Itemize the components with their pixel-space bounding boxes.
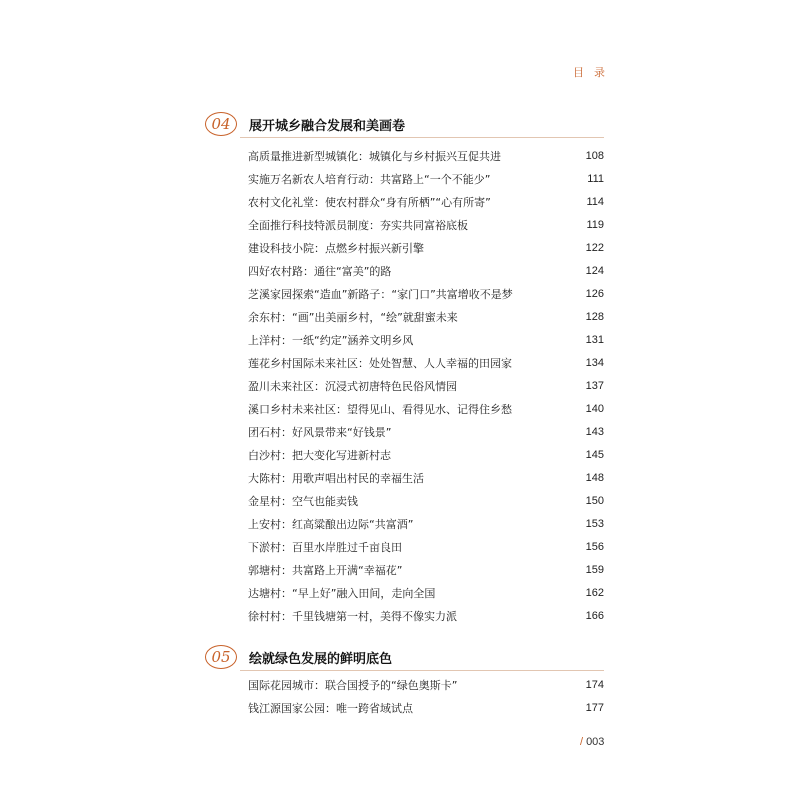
toc-entry[interactable] [248, 699, 604, 717]
toc-entry-page: 114 [586, 196, 604, 208]
footer-slash: / [580, 736, 584, 748]
toc-entry-title: 达塘村：“早上好”融入田间，走向全国 [248, 587, 436, 600]
toc-entry-page: 124 [585, 265, 604, 277]
toc-entry-title: 芝溪家园探索“造血”新路子：“家门口”共富增收不是梦 [248, 288, 513, 301]
toc-entry-page: 108 [585, 150, 604, 162]
toc-entry-title: 实施万名新农人培育行动：共富路上“一个不能少” [248, 173, 491, 186]
toc-entry-page: 111 [587, 173, 604, 185]
section-number-badge: 04 [205, 112, 237, 136]
page-number: 003 [586, 736, 605, 748]
toc-entry-page: 162 [585, 587, 604, 599]
section-04-heading [205, 112, 405, 136]
toc-entry-title: 下淤村：百里水岸胜过千亩良田 [248, 541, 402, 554]
toc-entry-title: 农村文化礼堂：使农村群众“身有所栖”“心有所寄” [248, 196, 491, 209]
toc-entry-title: 徐村村：千里钱塘第一村，美得不像实力派 [248, 610, 457, 623]
section-05-heading [205, 645, 392, 669]
section-divider [240, 670, 604, 671]
section-title: 绘就绿色发展的鲜明底色 [249, 651, 393, 667]
toc-entry-title: 莲花乡村国际未来社区：处处智慧、人人幸福的田园家 [248, 357, 512, 370]
toc-entry[interactable] [248, 584, 604, 602]
toc-entry[interactable] [248, 607, 604, 625]
toc-entry-page: 148 [585, 472, 604, 484]
toc-entry-title: 上安村：红高粱酿出边际“共富酒” [248, 518, 414, 531]
toc-entry[interactable] [248, 446, 604, 464]
toc-entry-page: 119 [586, 219, 604, 231]
section-divider [240, 137, 604, 138]
toc-entry[interactable] [248, 492, 604, 510]
toc-entry-page: 126 [585, 288, 604, 300]
toc-entry-title: 大陈村：用歌声唱出村民的幸福生活 [248, 472, 424, 485]
toc-entry-title: 余东村：“画”出美丽乡村，“绘”就甜蜜未来 [248, 311, 458, 324]
toc-entry[interactable] [248, 538, 604, 556]
toc-entry-page: 156 [585, 541, 604, 553]
toc-entry[interactable] [248, 170, 604, 188]
toc-entry-page: 177 [585, 702, 604, 714]
toc-entry-title: 上洋村：一纸“约定”涵养文明乡风 [248, 334, 414, 347]
toc-entry-title: 金星村：空气也能卖钱 [248, 495, 358, 508]
toc-entry-page: 122 [585, 242, 604, 254]
toc-entry-page: 134 [585, 357, 604, 369]
toc-entry-title: 国际花园城市：联合国授予的“绿色奥斯卡” [248, 679, 458, 692]
toc-entry-title: 盈川未来社区：沉浸式初唐特色民俗风情园 [248, 380, 457, 393]
toc-entry-title: 四好农村路：通往“富美”的路 [248, 265, 392, 278]
toc-entry-page: 159 [585, 564, 604, 576]
toc-entry-title: 钱江源国家公园：唯一跨省域试点 [248, 702, 413, 715]
toc-entry[interactable] [248, 331, 604, 349]
toc-entry-title: 高质量推进新型城镇化：城镇化与乡村振兴互促共进 [248, 150, 501, 163]
toc-entry-page: 140 [585, 403, 604, 415]
toc-entry-title: 团石村：好风景带来“好钱景” [248, 426, 392, 439]
toc-entry-title: 建设科技小院：点燃乡村振兴新引擎 [248, 242, 424, 255]
toc-entry-title: 溪口乡村未来社区：望得见山、看得见水、记得住乡愁 [248, 403, 512, 416]
toc-entry[interactable] [248, 400, 604, 418]
toc-header-label: 目录 [573, 66, 615, 79]
toc-entry[interactable] [248, 239, 604, 257]
page-footer [580, 736, 604, 748]
toc-entry[interactable] [248, 676, 604, 694]
toc-entry-page: 131 [585, 334, 604, 346]
toc-entry-page: 153 [585, 518, 604, 530]
toc-entry[interactable] [248, 561, 604, 579]
toc-entry-page: 166 [585, 610, 604, 622]
toc-entry[interactable] [248, 262, 604, 280]
toc-entry-page: 143 [585, 426, 604, 438]
toc-entry-page: 128 [585, 311, 604, 323]
toc-entry-title: 郭塘村：共富路上开满“幸福花” [248, 564, 403, 577]
toc-entry[interactable] [248, 308, 604, 326]
toc-entry-page: 150 [585, 495, 604, 507]
toc-entry-page: 145 [585, 449, 604, 461]
toc-entry[interactable] [248, 515, 604, 533]
section-number-badge: 05 [205, 645, 237, 669]
toc-entry[interactable] [248, 147, 604, 165]
toc-entry[interactable] [248, 216, 604, 234]
toc-entry-title: 全面推行科技特派员制度：夯实共同富裕底板 [248, 219, 468, 232]
toc-entry[interactable] [248, 285, 604, 303]
toc-entry[interactable] [248, 423, 604, 441]
toc-entry[interactable] [248, 469, 604, 487]
toc-entry[interactable] [248, 193, 604, 211]
toc-entry-page: 137 [585, 380, 604, 392]
toc-entry[interactable] [248, 354, 604, 372]
section-title: 展开城乡融合发展和美画卷 [249, 118, 406, 134]
toc-entry[interactable] [248, 377, 604, 395]
toc-entry-title: 白沙村：把大变化写进新村志 [248, 449, 391, 462]
toc-entry-page: 174 [585, 679, 604, 691]
